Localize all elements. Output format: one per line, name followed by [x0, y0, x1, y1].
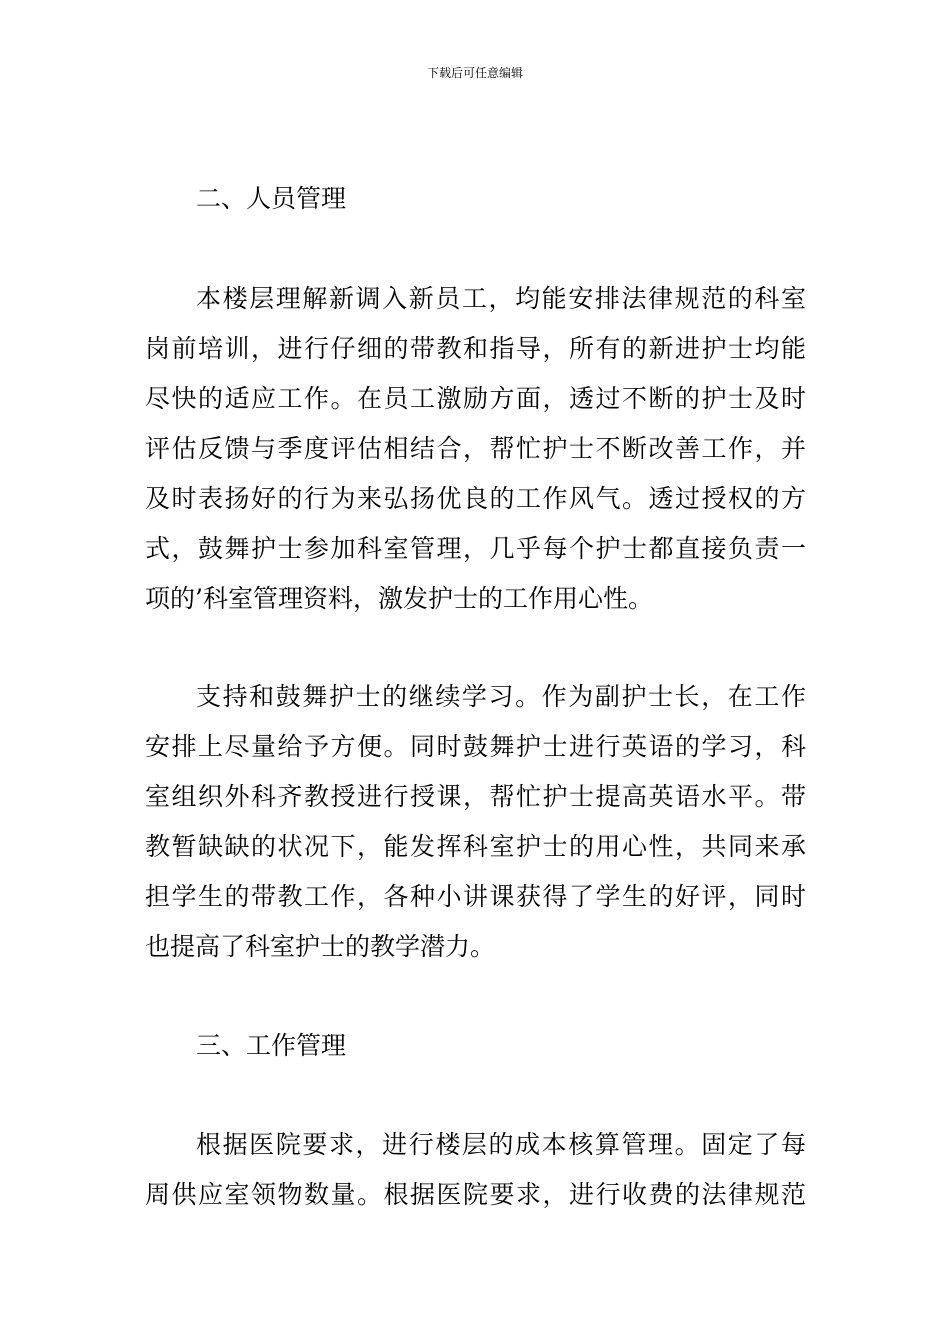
paragraph-line: 岗前培训，进行仔细的带教和指导，所有的新进护士均能	[145, 334, 806, 363]
paragraph-line: 周供应室领物数量。根据医院要求，进行收费的法律规范	[145, 1180, 806, 1209]
paragraph	[145, 672, 806, 972]
paragraph	[145, 274, 806, 624]
paragraph	[145, 1120, 806, 1220]
paragraph-line: 根据医院要求，进行楼层的成本核算管理。固定了每	[196, 1130, 806, 1159]
paragraph-line: 本楼层理解新调入新员工，均能安排法律规范的科室	[196, 284, 806, 313]
paragraph-line: 支持和鼓舞护士的继续学习。作为副护士长，在工作	[196, 682, 806, 711]
header-note: 下载后可任意编辑	[426, 66, 523, 80]
paragraph-line: 室组织外科齐教授进行授课，帮忙护士提高英语水平。带	[145, 782, 806, 811]
paragraph-line: 尽快的适应工作。在员工激励方面，透过不断的护士及时	[145, 384, 806, 413]
paragraph-line: 也提高了科室护士的教学潜力。	[145, 932, 496, 961]
paragraph-line: 担学生的带教工作，各种小讲课获得了学生的好评，同时	[145, 882, 806, 911]
paragraph-line: 项的’科室管理资料，激发护士的工作用心性。	[145, 584, 653, 613]
section-heading: 二、人员管理	[196, 184, 347, 213]
paragraph-line: 及时表扬好的行为来弘扬优良的工作风气。透过授权的方	[145, 484, 806, 513]
paragraph-line: 安排上尽量给予方便。同时鼓舞护士进行英语的学习，科	[145, 732, 806, 761]
section-heading: 三、工作管理	[196, 1031, 347, 1060]
paragraph-line: 评估反馈与季度评估相结合，帮忙护士不断改善工作，并	[145, 434, 806, 463]
paragraph-line: 教暂缺缺的状况下，能发挥科室护士的用心性，共同来承	[145, 832, 806, 861]
paragraph-line: 式，鼓舞护士参加科室管理，几乎每个护士都直接负责一	[145, 534, 806, 563]
